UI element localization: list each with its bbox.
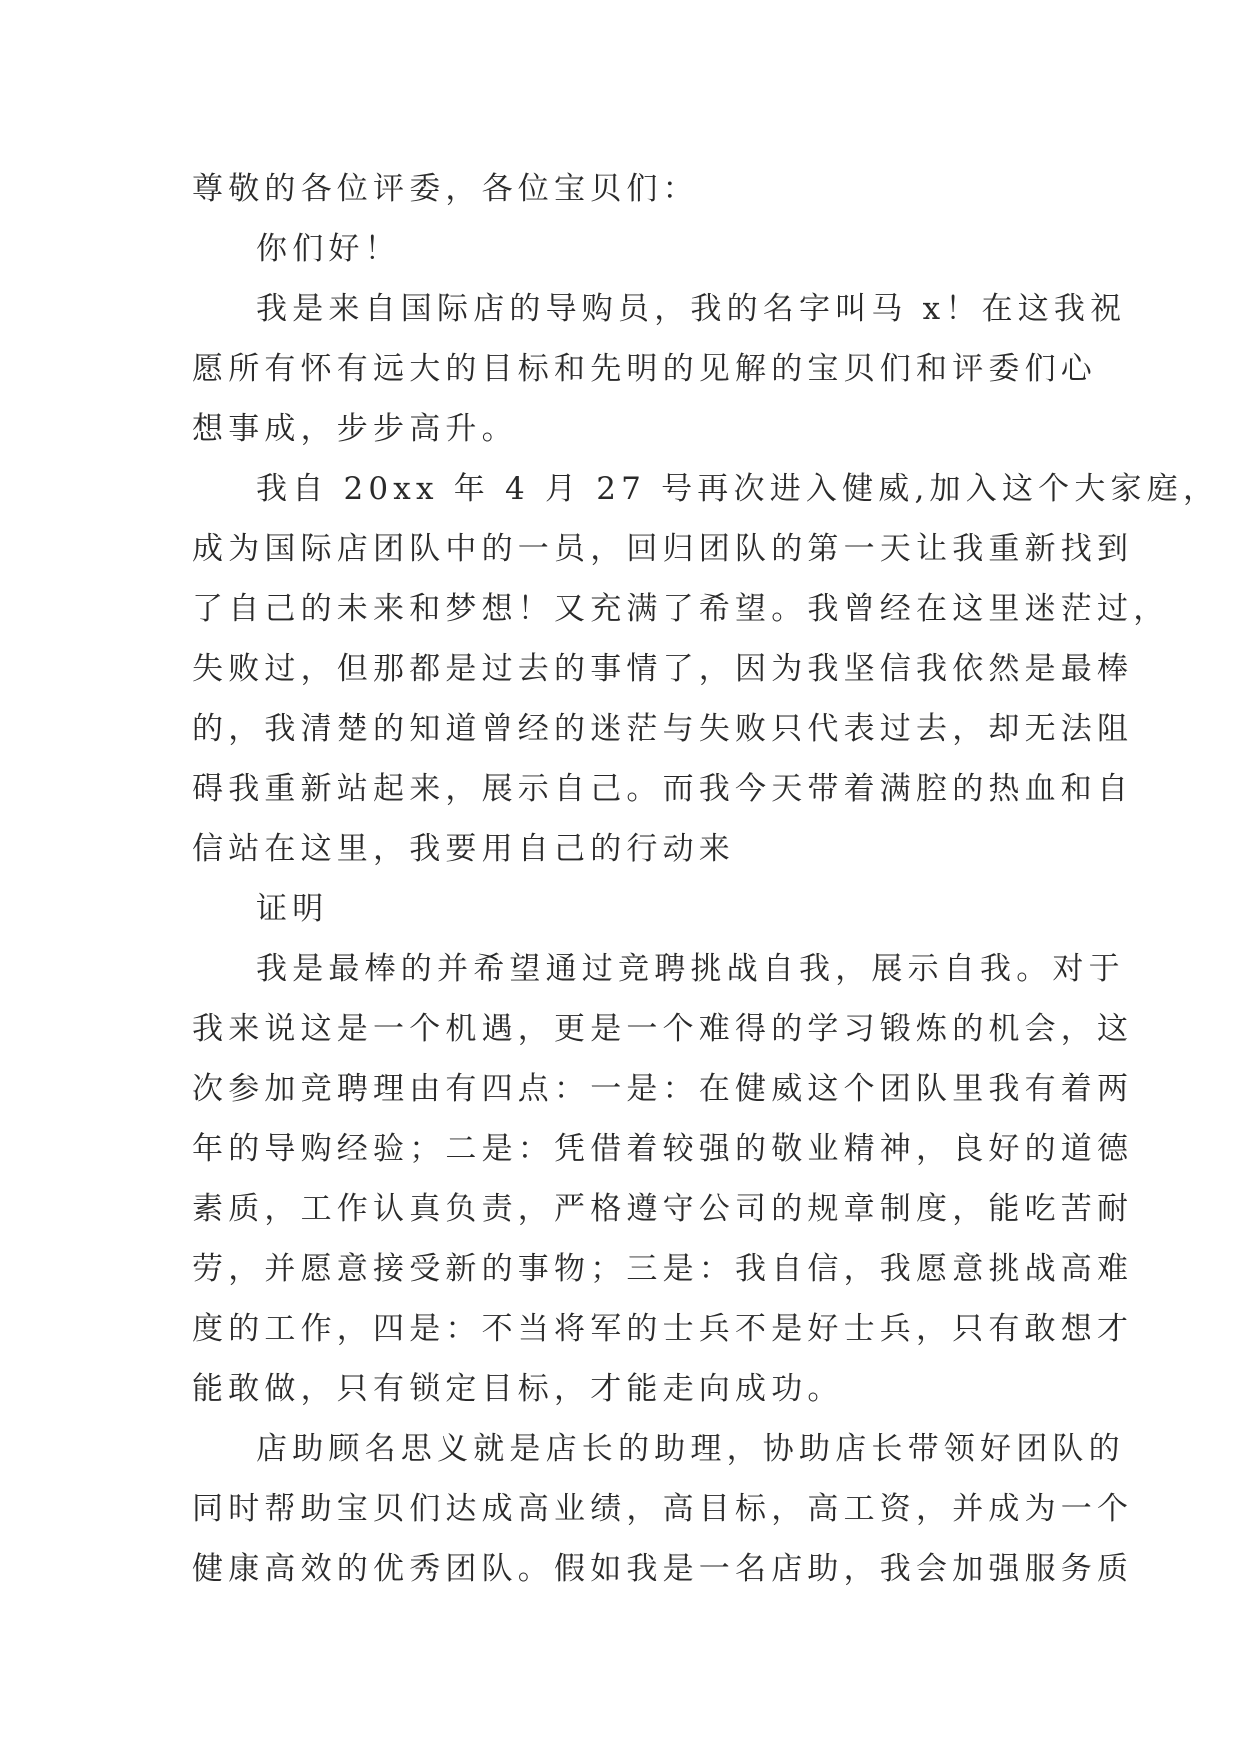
paragraph-line: 店助顾名思义就是店长的助理，协助店长带领好团队的: [256, 1431, 1125, 1467]
paragraph-line: 我是最棒的并希望通过竞聘挑战自我，展示自我。对于: [256, 951, 1125, 987]
paragraph-line: 年的导购经验；二是：凭借着较强的敬业精神，良好的道德: [192, 1131, 1134, 1167]
paragraph-line: 我自 20xx 年 4 月 27 号再次进入健威,加入这个大家庭，: [256, 471, 1220, 507]
paragraph-line: 我来说这是一个机遇，更是一个难得的学习锻炼的机会，这: [192, 1011, 1134, 1047]
paragraph-line: 成为国际店团队中的一员，回归团队的第一天让我重新找到: [192, 531, 1134, 567]
paragraph-line: 我是来自国际店的导购员，我的名字叫马 x！在这我祝: [256, 291, 1127, 327]
paragraph-line: 素质，工作认真负责，严格遵守公司的规章制度，能吃苦耐: [192, 1191, 1134, 1227]
paragraph-line: 了自己的未来和梦想！又充满了希望。我曾经在这里迷茫过，: [192, 591, 1170, 627]
paragraph-line: 愿所有怀有远大的目标和先明的见解的宝贝们和评委们心: [192, 351, 1097, 387]
paragraph-line: 证明: [256, 891, 329, 927]
paragraph-line: 能敢做，只有锁定目标，才能走向成功。: [192, 1371, 844, 1407]
paragraph-line: 健康高效的优秀团队。假如我是一名店助，我会加强服务质: [192, 1551, 1134, 1587]
paragraph-line: 想事成，步步高升。: [192, 411, 518, 447]
paragraph-line: 次参加竞聘理由有四点：一是：在健威这个团队里我有着两: [192, 1071, 1134, 1107]
paragraph-line: 碍我重新站起来，展示自己。而我今天带着满腔的热血和自: [192, 771, 1134, 807]
paragraph-line: 失败过，但那都是过去的事情了，因为我坚信我依然是最棒: [192, 651, 1134, 687]
salutation-line: 尊敬的各位评委，各位宝贝们：: [192, 171, 699, 207]
paragraph-line: 度的工作，四是：不当将军的士兵不是好士兵，只有敢想才: [192, 1311, 1134, 1347]
paragraph-line: 同时帮助宝贝们达成高业绩，高目标，高工资，并成为一个: [192, 1491, 1134, 1527]
paragraph-line: 的，我清楚的知道曾经的迷茫与失败只代表过去，却无法阻: [192, 711, 1134, 747]
paragraph-line: 信站在这里，我要用自己的行动来: [192, 831, 735, 867]
greeting-line: 你们好！: [256, 231, 401, 267]
document-body: [192, 159, 1220, 1599]
paragraph-line: 劳，并愿意接受新的事物；三是：我自信，我愿意挑战高难: [192, 1251, 1134, 1287]
